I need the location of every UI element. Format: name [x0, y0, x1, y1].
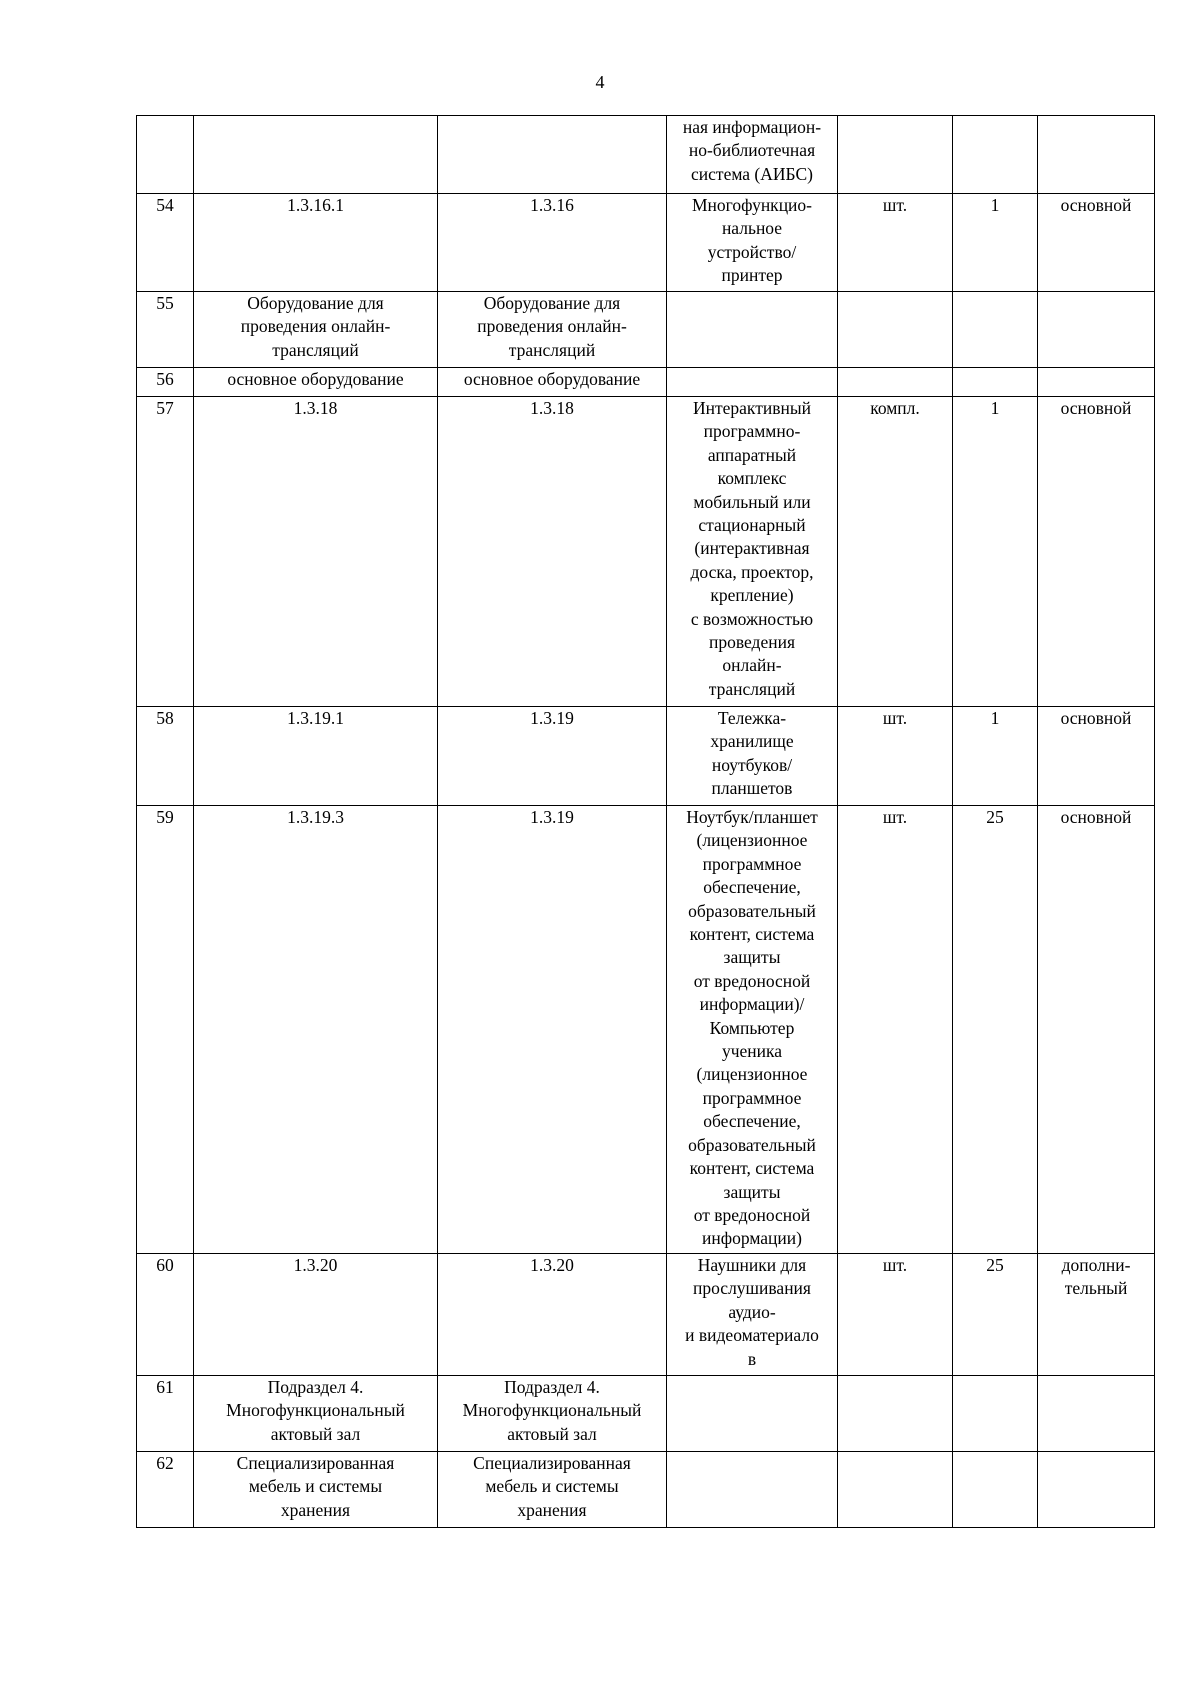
- cell-row-number: [137, 116, 194, 194]
- cell-type: основной: [1038, 806, 1155, 1254]
- cell-row-number: 57: [137, 397, 194, 707]
- cell-unit: [838, 1376, 953, 1452]
- cell-type: [1038, 368, 1155, 397]
- cell-description: Наушники для прослушивания аудио- и видеоматериало в: [667, 1254, 838, 1376]
- cell-name: Подраздел 4. Многофункциональный актовый зал: [194, 1376, 438, 1452]
- table-row: [137, 292, 1155, 368]
- cell-section: 1.3.19: [438, 806, 667, 1254]
- table-row: [137, 368, 1155, 397]
- cell-name: Специализированная мебель и системы хранения: [194, 1452, 438, 1528]
- cell-unit: шт.: [838, 1254, 953, 1376]
- cell-section: 1.3.18: [438, 397, 667, 707]
- cell-row-number: 54: [137, 194, 194, 292]
- table-row: [137, 397, 1155, 707]
- cell-unit: компл.: [838, 397, 953, 707]
- table-row: [137, 194, 1155, 292]
- cell-type: дополни- тельный: [1038, 1254, 1155, 1376]
- table-row: [137, 1376, 1155, 1452]
- cell-unit: шт.: [838, 707, 953, 806]
- cell-row-number: 60: [137, 1254, 194, 1376]
- cell-unit: шт.: [838, 806, 953, 1254]
- cell-description: Тележка- хранилище ноутбуков/ планшетов: [667, 707, 838, 806]
- cell-type: [1038, 292, 1155, 368]
- table-body: [137, 116, 1155, 1528]
- cell-row-number: 59: [137, 806, 194, 1254]
- cell-description: Интерактивный программно- аппаратный комплекс мобильный или стационарный (интерактивная доска, проектор, крепление) с возможностью проведения онлайн- трансляций: [667, 397, 838, 707]
- cell-quantity: 1: [953, 707, 1038, 806]
- cell-row-number: 61: [137, 1376, 194, 1452]
- cell-description: [667, 368, 838, 397]
- cell-name: 1.3.20: [194, 1254, 438, 1376]
- cell-quantity: [953, 292, 1038, 368]
- cell-section: Оборудование для проведения онлайн- трансляций: [438, 292, 667, 368]
- cell-type: основной: [1038, 707, 1155, 806]
- cell-type: [1038, 116, 1155, 194]
- page-number: 4: [595, 72, 605, 92]
- cell-quantity: [953, 368, 1038, 397]
- cell-name: 1.3.19.3: [194, 806, 438, 1254]
- cell-unit: шт.: [838, 194, 953, 292]
- cell-section: [438, 116, 667, 194]
- equipment-table: [136, 115, 1155, 1528]
- cell-section: 1.3.16: [438, 194, 667, 292]
- cell-section: 1.3.20: [438, 1254, 667, 1376]
- table-row: [137, 707, 1155, 806]
- cell-quantity: 25: [953, 806, 1038, 1254]
- cell-section: Подраздел 4. Многофункциональный актовый зал: [438, 1376, 667, 1452]
- cell-description: ная информацион- но-библиотечная система (АИБС): [667, 116, 838, 194]
- cell-unit: [838, 1452, 953, 1528]
- cell-name: 1.3.19.1: [194, 707, 438, 806]
- cell-row-number: 56: [137, 368, 194, 397]
- cell-name: 1.3.18: [194, 397, 438, 707]
- cell-quantity: [953, 1376, 1038, 1452]
- cell-row-number: 62: [137, 1452, 194, 1528]
- table-row: [137, 1452, 1155, 1528]
- cell-type: основной: [1038, 397, 1155, 707]
- cell-type: [1038, 1376, 1155, 1452]
- cell-name: Оборудование для проведения онлайн- трансляций: [194, 292, 438, 368]
- cell-section: Специализированная мебель и системы хранения: [438, 1452, 667, 1528]
- cell-description: [667, 1376, 838, 1452]
- table-row: [137, 116, 1155, 194]
- cell-row-number: 58: [137, 707, 194, 806]
- cell-name: основное оборудование: [194, 368, 438, 397]
- cell-unit: [838, 116, 953, 194]
- cell-type: [1038, 1452, 1155, 1528]
- table-row: [137, 1254, 1155, 1376]
- cell-unit: [838, 368, 953, 397]
- cell-description: [667, 292, 838, 368]
- cell-section: основное оборудование: [438, 368, 667, 397]
- table-row: [137, 806, 1155, 1254]
- cell-section: 1.3.19: [438, 707, 667, 806]
- cell-unit: [838, 292, 953, 368]
- cell-quantity: [953, 1452, 1038, 1528]
- cell-name: 1.3.16.1: [194, 194, 438, 292]
- cell-description: [667, 1452, 838, 1528]
- cell-description: Многофункцио- нальное устройство/ принтер: [667, 194, 838, 292]
- cell-quantity: 25: [953, 1254, 1038, 1376]
- cell-description: Ноутбук/планшет (лицензионное программное обеспечение, образовательный контент, система защиты от вредоносной информации)/ Компьютер ученика (лицензионное программное обеспечение, образовательный контент, система защиты от вредоносной информации): [667, 806, 838, 1254]
- cell-quantity: 1: [953, 397, 1038, 707]
- cell-quantity: [953, 116, 1038, 194]
- cell-quantity: 1: [953, 194, 1038, 292]
- cell-type: основной: [1038, 194, 1155, 292]
- cell-row-number: 55: [137, 292, 194, 368]
- cell-name: [194, 116, 438, 194]
